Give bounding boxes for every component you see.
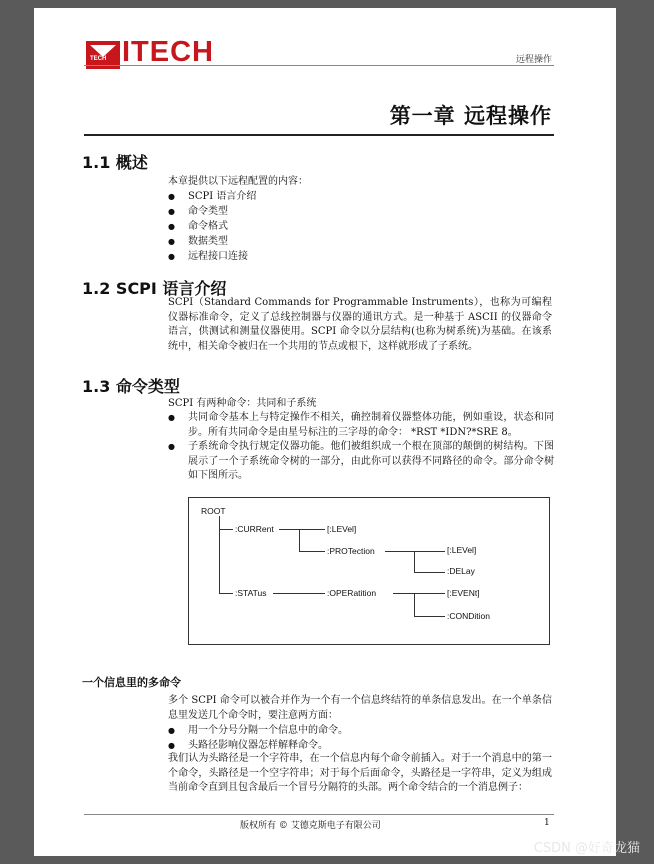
document-page <box>34 8 616 856</box>
list-item: ● 共同命令基本上与特定操作不相关，确控制着仪器整体功能，例如重设，状态和同步。所有共同命令是由星号标注的三字母的命令： *RST *IDN?*SRE 8。 <box>168 412 554 438</box>
watermark: CSDN @好奇龙猫 <box>533 841 640 856</box>
tree-line <box>414 616 445 617</box>
tree-line <box>414 572 445 573</box>
tree-line <box>299 551 325 552</box>
tree-node-delay: :DELay <box>447 566 475 576</box>
header-section-label: 远程操作 <box>515 55 552 65</box>
tree-line <box>299 529 300 551</box>
list-item: ● 远程接口连接 <box>168 249 256 264</box>
tree-node-operation: :OPERatition <box>327 588 377 598</box>
tree-line <box>279 529 325 530</box>
tree-line <box>219 593 233 594</box>
chapter-title: 第一章 远程操作 <box>389 104 552 128</box>
tree-line <box>414 551 415 573</box>
list-item: ● 数据类型 <box>168 234 256 249</box>
section-1-1-intro: 本章提供以下远程配置的内容： <box>168 176 308 187</box>
logo-sub-text: TECH <box>90 56 107 62</box>
tree-line <box>385 551 445 552</box>
footer-copyright: 版权所有 © 艾德克斯电子有限公司 <box>240 821 381 831</box>
logo-text: ITECH <box>122 36 214 68</box>
multi-command-heading: 一个信息里的多命令 <box>82 676 181 689</box>
list-item: ● 命令类型 <box>168 204 256 219</box>
tree-node-protection-level: [:LEVel] <box>447 545 477 555</box>
tree-node-protection: :PROTection <box>327 546 375 556</box>
tree-line <box>393 593 445 594</box>
page-number: 1 <box>544 818 550 828</box>
multi-command-intro: 多个 SCPI 命令可以被合并作为一个有一个信息终结符的单条信息发出。在一个单条信息里发送几个命令时，要注意两方面： <box>168 695 552 721</box>
itech-logo <box>86 38 226 72</box>
command-type-list <box>168 411 554 484</box>
tree-node-status: :STATus <box>235 588 267 598</box>
tree-node-level: [:LEVel] <box>327 524 357 534</box>
overview-list <box>168 189 256 264</box>
list-item: ● SCPI 语言介绍 <box>168 189 256 204</box>
tree-node-root: ROOT <box>201 506 226 516</box>
list-item: ● 用一个分号分隔一个信息中的命令。 <box>168 723 348 738</box>
tree-node-event: [:EVENt] <box>447 588 480 598</box>
section-1-1-heading: 1.1 概述 <box>82 153 148 172</box>
tree-line <box>219 529 233 530</box>
section-1-2-heading: 1.2 SCPI 语言介绍 <box>82 279 227 298</box>
header-divider <box>84 65 554 66</box>
tree-line <box>219 516 220 594</box>
tree-line <box>414 593 415 616</box>
section-1-2-body: SCPI（Standard Commands for Programmable Instruments），也称为可编程仪器标准命令，定义了总线控制器与仪器的通讯方式。是一种基于 ASCII 的仪器命令语言，供测试和测量仪器使用。SCPI 命令以分层结构(也称为树系统)为基础。在该系统中，相关命令被归在一个共用的节点或根下，这样就形成了子系统。 <box>168 297 552 352</box>
list-item: ● 子系统命令执行规定仪器功能。他们被组织成一个根在顶部的颠倒的树结构。下图展示了一个子系统命令树的一部分，由此你可以获得不同路径的命令。部分命令树如下图所示。 <box>168 441 554 481</box>
chapter-divider <box>84 134 554 136</box>
list-item: ● 命令格式 <box>168 219 256 234</box>
section-1-3-intro: SCPI 有两种命令：共同和子系统 <box>168 398 317 409</box>
multi-command-body: 我们认为头路径是一个字符串，在一个信息内每个命令前插入。对于一个消息中的第一个命令，头路径是一个空字符串；对于每个后面命令，头路径是一字符串，定义为组成当前命令直到且包含最后一个冒号分隔符的头部。两个命令结合的一个消息例子： <box>168 753 552 793</box>
tree-node-condition: :CONDition <box>447 611 490 621</box>
command-tree-diagram <box>188 497 550 645</box>
list-item: ● 头路径影响仪器怎样解释命令。 <box>168 738 348 753</box>
tree-node-current: :CURRent <box>235 524 274 534</box>
footer-divider <box>84 814 554 815</box>
tree-line <box>273 593 325 594</box>
multi-command-list <box>168 723 348 753</box>
section-1-3-heading: 1.3 命令类型 <box>82 377 180 396</box>
